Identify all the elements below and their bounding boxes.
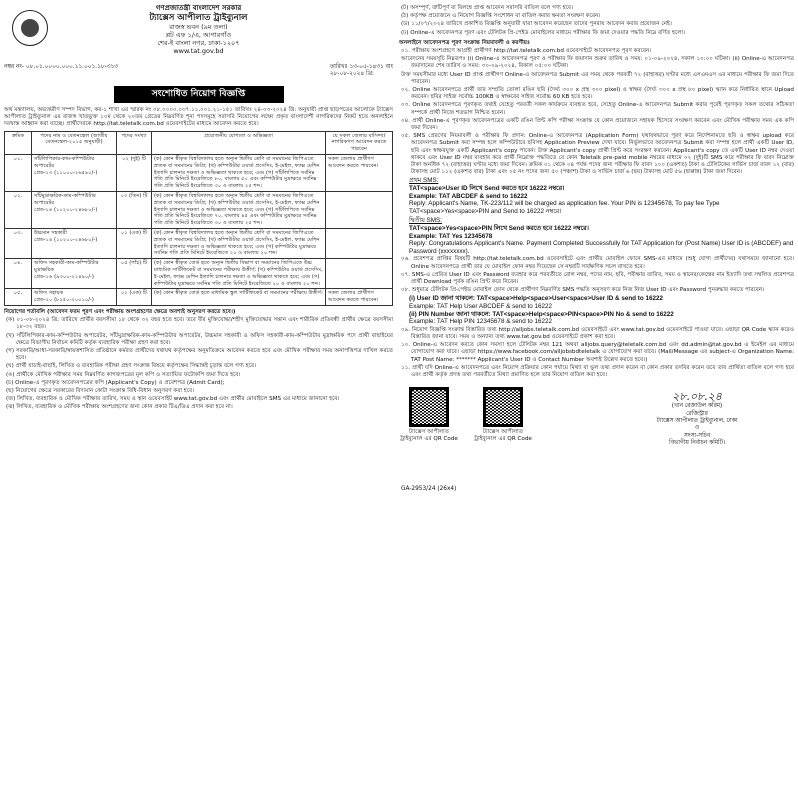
instruction-item: ০১. পরীক্ষায় অংশগ্রহণে আগ্রহী প্রার্থীগণ http://tat.teletalk.com.bd ওয়েবসাইটে আবেদনপত্র পূরণ করবেন। [401,48,652,55]
date-bangla: ১৩-০৫-১৪৩১ বাং [349,64,393,70]
right-column [399,4,794,794]
row-qualification: (ক) কোন স্বীকৃত বোর্ড হতে মাধ্যমিক স্কুল সার্টিফিকেট বা সমমানের পরীক্ষায় উত্তীর্ণ। [152,289,326,306]
condition-item: (ঠ) কর্তৃপক্ষ প্রয়োজনে এ নিয়োগ বিজ্ঞপ্তি সংশোধন বা বাতিল করার ক্ষমতা সংরক্ষণ করেন। [401,13,601,20]
condition-item: (ড) ১১/০৭/২০২৪ তারিখে প্রকাশিত বিজ্ঞপ্তি অনুযায়ী যারা আবেদন করেছেন তাদের পুনরায় আবেদন করার প্রয়োজন নেই। [401,21,672,28]
post-name: অফিস সহায়ক [34,290,64,297]
date-label: তারিখঃ [329,64,348,70]
signature-block [612,391,782,447]
table-header-cell: পদের নাম ও বেতনস্কেল (জাতীয় বেতনস্কেল-২০১৫ অনুযায়ী) [32,131,117,154]
row-qualification: (ক) কোন স্বীকৃত বিশ্ববিদ্যালয় হতে অন্যূন দ্বিতীয় শ্রেণি বা সমমানের জিপিএতে স্নাতক বা সমমানের ডিগ্রি; (খ) কম্পিউটার ওয়ার্ড প্রসেসিং, ই-মেইল, ফ্যাক্স মেশিন ইত্যাদি চালনার দক্ষতা ও অভিজ্ঞতা থাকতে হবে; এবং (গ) সাঁটলিপিতে সর্বনিম্ন গতি প্রতি মিনিটে ইংরেজিতে ৭০, বাংলায় ৪৫ এবং কম্পিউটার মুদ্রাক্ষরে সর্বনিম্ন গতি প্রতি মিনিটে ইংরেজিতে ৩০ ও বাংলায় ২৫ শব্দ। [152,191,326,228]
post-grade: গ্রেড-২০ (৮২৫০-২০০১০/-) [34,297,94,304]
condition-item: (ঝ) লিখিত, ব্যবহারিক ও মৌখিক পরীক্ষায় অংশগ্রহণের জন্য কোন প্রকার টিএ/ডিএ প্রদান করা হবে না। [6,404,233,411]
table-row [5,191,393,228]
post-grade: গ্রেড-১৩ (১১০০০-২৬৫৯০/-) [34,169,98,176]
row-count: ০৫ (পাঁচ) টি [117,259,152,289]
ga-id: GA-2953/24 (26x4) [401,486,457,493]
post-name: সাঁটলিপিকার-কাম-কম্পিউটার অপারেটর [34,156,95,169]
qr-code-icon[interactable] [483,387,523,427]
qr-label: ট্যাক্সেস আপীলাত ট্রাইব্যুনাল এর QR Code [474,429,532,443]
sms-second-reply: Reply: Congratulations Applicant's Name. Payment Completed Successfully for TAT Application for (Post Name) User ID is (ABCDEF) and Password (xxxxxxxx). [409,240,794,255]
instruction-item: আবেদনের সময়সূচি নিম্নরূপঃ (i) Online-এ আবেদনপত্র পূরণ ও পরীক্ষার ফি জমাদান শুরুর তারিখ ও সময়: ০১-০৯-২০২৪, সকাল ১০:০০ ঘটিকা। (ii) Online-এ আবেদনপত্র জমাদানের শেষ তারিখ ও সময়: ৩০-০৯-২০২৪, বিকাল ০৫:০০ ঘটিকা। [401,56,794,70]
row-qualification: (ক) কোন স্বীকৃত বিশ্ববিদ্যালয় হতে অন্যূন দ্বিতীয় শ্রেণি বা সমমানের জিপিএতে স্নাতক বা সমমানের ডিগ্রি; (খ) কম্পিউটার ওয়ার্ড প্রসেসিং, ই-মেইল, ফ্যাক্স মেশিন ইত্যাদি চালনার দক্ষতা ও অভিজ্ঞতা থাকতে হবে; এবং (গ) সাঁটলিপিতে সর্বনিম্ন গতি প্রতি মিনিটে ইংরেজিতে ৮০, বাংলায় ৫০ এবং কম্পিউটার মুদ্রাক্ষরে সর্বনিম্ন গতি প্রতি মিনিটে ইংরেজিতে ৩০ ও বাংলায় ২৫ শব্দ। [152,155,326,192]
instruction-item: ০৬. প্রবেশপত্র প্রাপ্তির বিষয়টি http://tat.teletalk.com.bd ওয়েবসাইটে এবং প্রার্থীর মোবাইল ফোনে SMS-এর মাধ্যমে (শুধু যোগ্য প্রার্থীদের) যথাসময়ে জানানো হবে। Online আবেদনপত্রে প্রার্থী তার যে মোবাইল ফোন নম্বর দিয়েছেন সে নম্বরটি সার্বক্ষণিক সচল রাখতে হবে। [401,256,794,270]
row-serial: ০২. [5,191,32,228]
header [4,4,393,62]
row-count: ০২ (দুই) টি [117,155,152,192]
condition-item: (চ) Online-এ পূরণকৃত আবেদনপত্রের কপি (Applicant's Copy) ও প্রবেশপত্র (Admit Card); [6,379,225,386]
recovery-userid-example: Example: TAT Help User ABCDEF & send to 16222 [409,303,553,311]
left-column [4,4,393,794]
sms-first-format: TAT<space>User ID লিখে Send করতে হবে 16222 নম্বরে। [409,185,565,193]
table-row [5,289,393,306]
row-post [32,259,117,289]
condition-item: (খ) সাঁটলিপিকার-কাম-কম্পিউটার অপারেটর, সাঁটমুদ্রাক্ষরিক-কাম-কম্পিউটার অপারেটর, উচ্চমান সহকারী ও অফিস সহকারী-কাম-কম্পিউটার মুদ্রাক্ষরিক পদে প্রার্থী বাছাইয়ের ক্ষেত্রে বিভাগীয় নির্বাচন কমিটি কর্তৃক ব্যবহারিক পরীক্ষা গ্রহণ করা হবে। [6,332,393,346]
signatory-name: (খান রেজাউল করিম) [671,403,723,410]
conditions-title: নিয়োগের শর্তাবলি (আবেদন ফরম পূরণ এবং পরীক্ষায় অংশগ্রহণের ক্ষেত্রে অবশ্যই অনুসরণ করতে হবে।) [4,308,236,315]
post-grade: গ্রেড-১৪ (১০২০০-২৪৬৮০/-) [34,236,98,243]
signatory-title1: রেজিস্ট্রার [686,410,708,417]
online-instructions-title: অনলাইনে আবেদনপত্র পূরণ সংক্রান্ত নিয়মাবলী ও করণীয়ঃ [399,39,530,46]
sms-first-label: প্রথম SMS: [409,177,439,185]
post-grade: গ্রেড-১৪ (১০২০০-২৪৬৮০/-) [34,206,98,213]
instruction-item: ১০. Online-এ আবেদন করতে কোন সমস্যা হলে টেলিটক নম্বর 121 অথবা alljobs.query@teletalk.com.bd এবং dd.admin@tat.gov.bd এ ইমেইল এর মাধ্যমে যোগাযোগ করা যাবে। এছাড়া https://www.facebook.com/alljobsbdteletalk এ যোগাযোগ করা যাবে। (Mail/Message এর subject-এ Organization Name: TAT Post Name: ******* Applicant's User ID ও Contact Number অবশ্যই উল্লেখ করতে হবে।) [401,342,794,363]
condition-item: (গ) সরকারি/আধা-সরকারি/স্বায়ত্তশাসিত প্রতিষ্ঠানে কর্মরত প্রার্থীদের যথাযথ কর্তৃপক্ষের অনুমতিক্রমে আবেদন করতে হবে এবং মৌখিক পরীক্ষার সময় অনাপত্তিপত্র দাখিল করতে হবে। [6,347,393,362]
post-grade: গ্রেড-১৬ (৯৩০০-২২৪৯০/-) [34,273,94,280]
signatory-title2: ট্যাক্সেস আপীলাত ট্রাইব্যুনাল, ঢাকা [656,418,738,425]
instruction-item: ০৪. প্রার্থী Online-এ পূরণকৃত আবেদনপত্রের একটি রঙিন প্রিন্ট কপি পরীক্ষা সংক্রান্ত যে কোন প্রয়োজনে সহায়ক হিসেবে সংরক্ষণ করবেন এবং মৌখিক পরীক্ষার সময় এক কপি জমা দিবেন। [401,117,794,132]
table-header-cell: যে সকল জেলার বাসিন্দা/নাগরিকগণ আবেদন করতে পারবেন [326,131,393,154]
table-header-row [5,131,393,154]
instruction-item: ০২. Online আবেদনপত্রে প্রার্থী তার সম্প্রতি তোলা রঙিন ছবি (দৈর্ঘ্য ৩০০ x প্রস্থ ৩০০ pixel) ও স্বাক্ষর (দৈর্ঘ্য ৩০০ x প্রস্থ ৮০ pixel) স্ক্যান করে নির্ধারিত স্থানে Upload করবেন। ছবির সাইজ সর্বোচ্চ 100KB ও স্বাক্ষরের সাইজ সর্বোচ্চ 60 KB হতে হবে। [401,87,794,101]
post-name: সাঁটমুদ্রাক্ষরিক-কাম-কম্পিউটার অপারেটর [34,192,96,206]
row-serial: ০১. [5,155,32,192]
footer-qr-signature [399,383,794,495]
condition-item: (ট) অসম্পূর্ণ, ত্রুটিপূর্ণ বা বিলম্বে প্রাপ্ত আবেদন সরাসরি বাতিল বলে গণ্য হবে। [401,5,573,11]
header-line5: শের-ই বাংলা নগর, ঢাকা-১২০৭ [157,39,240,47]
instruction-item: উক্ত সময়সীমার মধ্যে User ID প্রাপ্ত প্রার্থীগণ Online-এ আবেদনপত্র Submit এর সময় থেকে পরবর্তী ৭২ (বাহাত্তর) ঘণ্টার মধ্যে এসএমএস এর মাধ্যমে পরীক্ষার ফি জমা দিতে পারবেন। [401,71,794,85]
condition-item: (ছ) নিয়োগের ক্ষেত্রে সরকারের বিদ্যমান কোটা সংক্রান্ত বিধি-বিধান অনুসরণ করা হবে। [6,387,195,394]
instruction-item: ০৭. SMS-এ প্রেরিত User ID এবং Password ব্যবহার করে পরবর্তীতে রোল নম্বর, পদের নাম, ছবি, পরীক্ষার তারিখ, সময় ও স্থানের/কেন্দ্রের নাম ইত্যাদি তথ্য সম্বলিত প্রবেশপত্র প্রার্থী Download পূর্বক রঙিন প্রিন্ট করে নিবেন। [401,271,794,286]
row-serial: ০৫. [5,289,32,306]
table-header-cell: ক্রমিক [5,131,32,154]
table-row [5,259,393,289]
row-district [326,191,393,228]
row-post [32,289,117,306]
row-post [32,191,117,228]
recovery-pin-example: Example: TAT Help PIN 12345678 & send to 16222 [409,318,553,326]
header-line2: ট্যাক্সেস আপীলাত ট্রাইব্যুনাল [149,13,248,23]
header-website-link[interactable]: www.tat.gov.bd [173,47,224,55]
qr-label: ট্যাক্সেস আপীলাত ট্রাইব্যুনাল এর QR Code [400,429,458,443]
row-serial: ০৩. [5,228,32,258]
row-district [326,259,393,289]
condition-item: (ঘ) প্রার্থী যাচাই-বাছাই, লিখিত ও ব্যবহারিক পরীক্ষা গ্রহণ সংক্রান্ত বিষয়ে কর্তৃপক্ষের সিদ্ধান্তই চূড়ান্ত বলে গণ্য হবে। [6,363,256,370]
memo-date [330,64,393,78]
row-district: সকল জেলার প্রার্থীগণ আবেদন করতে পারবেন। [326,155,393,192]
instruction-item: ০৮. শুধুমাত্র টেলিটক প্রি-পেইড মোবাইল ফোন থেকে প্রার্থীগণ নিম্নবর্ণিত SMS পদ্ধতি অনুসরণ করে নিজ নিজ User ID এবং Password পুনরুদ্ধার করতে পারবেন। [401,287,765,294]
sms-second-format: TAT<space>Yes<space>PIN লিখে Send করতে হবে 16222 নম্বরে। [409,225,589,233]
row-count: ০৩ (তিন) টি [117,191,152,228]
row-post [32,228,117,258]
government-logo-icon [12,10,48,46]
signature-scrawl: ২৮.০৮.২৪ [672,390,722,404]
condition-item: (ক) ০১-০৮-২০২৪ খ্রি: তারিখে প্রার্থীর বয়সসীমা ১৮ থেকে ৩২ বছর হতে হবে। তবে বীর মুক্তিযোদ্ধা/শহীদ মুক্তিযোদ্ধার সন্তান এবং শারীরিক প্রতিবন্ধী প্রার্থীর ক্ষেত্রে বয়সসীমা ১৮-৩২ বছর। [6,317,393,331]
instruction-item: ০৫. SMS প্রেরণের নিয়মাবলী ও পরীক্ষার ফি প্রদান: Online-এ আবেদনপত্র (Application Form) যথাযথভাবে পূরণ করে নির্দেশনামতে ছবি ও স্বাক্ষর upload করে আবেদনপত্র Submit করা সম্পন্ন হলে কম্পিউটারে ছবিসহ Application Preview দেখা যাবে। নির্ভুলভাবে আবেদনপত্র Submit করা সম্পন্ন হলে প্রার্থী একটি User ID, ছবি এবং স্বাক্ষরযুক্ত একটি Applicant's copy পাবেন। উক্ত Applicant's copy প্রার্থী প্রিন্ট করে সংরক্ষণ করবেন। Applicant's copy তে একটি User ID নম্বর দেওয়া থাকবে এবং User ID নম্বর ব্যবহার করে প্রার্থী নিম্নোক্ত পদ্ধতিতে যে কোন Teletalk pre-paid mobile নম্বরের মাধ্যমে ০২ (দুই)টি SMS করে পরীক্ষার ফি বাবদ নিম্নোক্ত টাকা অনধিক ৭২ (বাহাত্তর) ঘণ্টার মধ্যে জমা দিবেন। ক্রমিক ০১ থেকে ০৪ পর্যন্ত পদের জন্য পরীক্ষার ফি বাবদ ১০০ (একশত) টাকা ও টেলিটকের সার্ভিস চার্জ বাবদ ১২ (বার) টাকাসহ মোট ১১২ (একশত বার) টাকা এবং ০৫ নং পদের জন্য ৫০ (পঞ্চাশ) টাকা ও সার্ভিস চার্জ ৬ (ছয়) টাকাসহ মোট ৫৬ (ছাপ্পান্ন) টাকা জমা দিবেন। [401,133,794,176]
row-qualification: (ক) কোন স্বীকৃত বিশ্ববিদ্যালয় হতে অন্যূন দ্বিতীয় শ্রেণি বা সমমানের জিপিএতে স্নাতক বা সমমানের ডিগ্রি; (খ) কম্পিউটার ওয়ার্ড প্রসেসিং, ই-মেইল, ফ্যাক্স মেশিন ইত্যাদি চালনার দক্ষতা ও অভিজ্ঞতা থাকতে হবে; এবং (গ) কম্পিউটার মুদ্রাক্ষরে সর্বনিম্ন গতি প্রতি মিনিটে ইংরেজিতে ২০ ও বাংলায় ২০ শব্দ। [152,228,326,258]
memo-line [4,64,393,78]
row-qualification: (ক) কোন স্বীকৃত বোর্ড হতে অন্যূন দ্বিতীয় বিভাগ বা সমমানের জিপিএতে উচ্চ মাধ্যমিক সার্টিফিকেট বা সমমানের পরীক্ষায় উত্তীর্ণ; (খ) কম্পিউটার ওয়ার্ড প্রসেসিং, ই-মেইল, ফ্যাক্স মেশিন ইত্যাদি চালনার দক্ষতা ও অভিজ্ঞতা থাকতে হবে; এবং (গ) কম্পিউটার মুদ্রাক্ষরে সর্বনিম্ন গতি প্রতি মিনিটে ইংরেজিতে ২০ ও বাংলায় ২০ শব্দ। [152,259,326,289]
table-header-cell: পদের সংখ্যা [117,131,152,154]
memo-number: নম্বর নং- ০৮.০১.০০০০.০০০.১১.০০১.১৮-৩১৩ [4,64,119,70]
signatory-title4: সদস্য-সচিব [683,432,711,439]
recovery-userid: (i) User ID জানা থাকলে: TAT<space>Help<space>User<space>User ID & send to 16222 [409,295,663,303]
row-post [32,155,117,192]
signatory-title3: ও [694,425,700,432]
row-district [326,228,393,258]
table-row [5,228,393,258]
table-row [5,155,393,192]
condition-item: (ঢ) Online-এ আবেদনপত্র পূরণ এবং টেলিটক প্রি-পেইড মোবাইলের মাধ্যমে পরীক্ষার ফি জমা দেওয়ার পদ্ধতি নিম্নে বর্ণিত হলো। [401,29,686,36]
notice-title-banner: সংশোধিত নিয়োগ বিজ্ঞপ্তি [114,86,284,103]
condition-item: (জ) লিখিত, ব্যবহারিক ও মৌখিক পরীক্ষার তারিখ, সময় ও স্থান ওয়েবসাইট www.tat.gov.bd এবং প্রার্থীর মোবাইলে SMS এর মাধ্যমে জানানো হবে। [6,396,340,403]
header-line3: রাজস্ব ভবন (৯ম তলা) [169,23,228,31]
row-serial: ০৪. [5,259,32,289]
recovery-pin: (ii) PIN Number জানা থাকলে: TAT<space>Help<space>PIN<space>PIN No & send to 16222 [409,310,674,318]
intro-paragraph: অর্থ মন্ত্রণালয়, অভ্যন্তরীণ সম্পদ বিভাগ, কর-১ শাখা এর স্মারক নং ০৮.০০০০.০৩৭.১১.০০১.২১-১৫১ তারিখঃ ২৪-০৩-২০২৪ খ্রি: অনুযায়ী প্রাপ্ত ছাড়পত্রের আলোকে ট্যাক্সেস আপীলাত ট্রাইব্যুনাল এর রাজস্ব খাতভুক্ত ১০ম থেকে ২০তম গ্রেডের নিম্নবর্ণিত শূন্য পদসমূহে সরাসরি নিয়োগের লক্ষ্যে প্রকৃত বাংলাদেশী নাগরিকদের নিকট হতে অনলাইনে দরখাস্ত আহ্বান করা যাচ্ছে। প্রার্থীদেরকে http://tat.teletalk.com.bd ওয়েবসাইটের মাধ্যমে আবেদন করতে হবে। [4,107,393,128]
condition-item: (ঙ) প্রার্থীকে মৌখিক পরীক্ষার সময় নিম্নবর্ণিত কাগজপত্রের মূল কপি ও সত্যায়িত ফটোকপি জমা দিতে হবে। [6,371,241,378]
post-name: অফিস সহকারী-কাম-কম্পিউটার মুদ্রাক্ষরিক [34,260,99,273]
sms-second-example: Example: TAT Yes 12345678 [409,232,493,240]
sms-second-label: দ্বিতীয় SMS: [409,217,442,225]
recovery-block [409,295,794,325]
instruction-item: ০৯. নিয়োগ বিজ্ঞপ্তি সংক্রান্ত বিস্তারিত তথ্য http://alljobs.teletalk.com.bd ওয়েবসাইটে এবং www.tat.gov.bd ওয়েবসাইটে পাওয়া যাবে। এছাড়া QR Code স্ক্যান করেও বিস্তারিত জানা যাবে। সময় ও অন্যান্য তথ্য www.tat.gov.bd ওয়েবসাইটে প্রকাশ করা হবে। [401,326,794,340]
sms-block [409,177,794,255]
sms-first-reply: Reply: Applicant's Name, TK-223/112 will be charged as application fee. Your PIN is 12345678, To pay fee Type TAT<space>Yes<space>PIN and Send to 16222 নম্বরে। [409,200,720,215]
row-count: ০১ (এক) টি [117,289,152,306]
date-english: ২৮-০৮-২০২৪ খ্রি: [329,71,374,77]
posts-table [4,131,393,306]
header-line4: প্লট এফ ১/এ, আগারগাঁও [165,31,232,39]
row-district: সকল জেলার প্রার্থীগণ আবেদন করতে পারবেন। [326,289,393,306]
post-name: উচ্চমান সহকারী [34,229,67,236]
qr-code-icon[interactable] [409,387,449,427]
instruction-item: ১১. প্রার্থী যদি Online-এ আবেদনপত্রে এবং নিয়োগ প্রক্রিয়ার কোন পর্যায়ে মিথ্যা বা ভুল তথ্য প্রদান করেন বা কোন প্রকার তদবির করেন তবে তার প্রার্থিতা বাতিল বলে গণ্য হবে এবং প্রার্থী কর্তৃক প্রদত্ত তথ্য পরবর্তীতে মিথ্যা প্রমাণিত হলে তার নিয়োগ বাতিল করা হবে। [401,364,794,379]
header-line1: গণপ্রজাতন্ত্রী বাংলাদেশ সরকার [155,4,242,12]
row-count: ০১ (এক) টি [117,228,152,258]
sms-first-example: Example: TAT ABCDEF & send to 16222 [409,192,528,200]
table-header-cell: প্রয়োজনীয় যোগ্যতা ও অভিজ্ঞতা [152,131,326,154]
signatory-title5: বিভাগীয় নির্বাচন কমিটি। [669,440,725,447]
instruction-item: ০৩. Online আবেদনপত্রে পূরণকৃত তথ্যই যেহেতু পরবর্তী সকল কার্যক্রমে ব্যবহৃত হবে, সেহেতু Online-এ আবেদনপত্র Submit করার পূর্বেই পূরণকৃত সকল তথ্যের সঠিকতা সম্পর্কে প্রার্থী নিজে শতভাগ নিশ্চিত হবেন। [401,102,794,116]
